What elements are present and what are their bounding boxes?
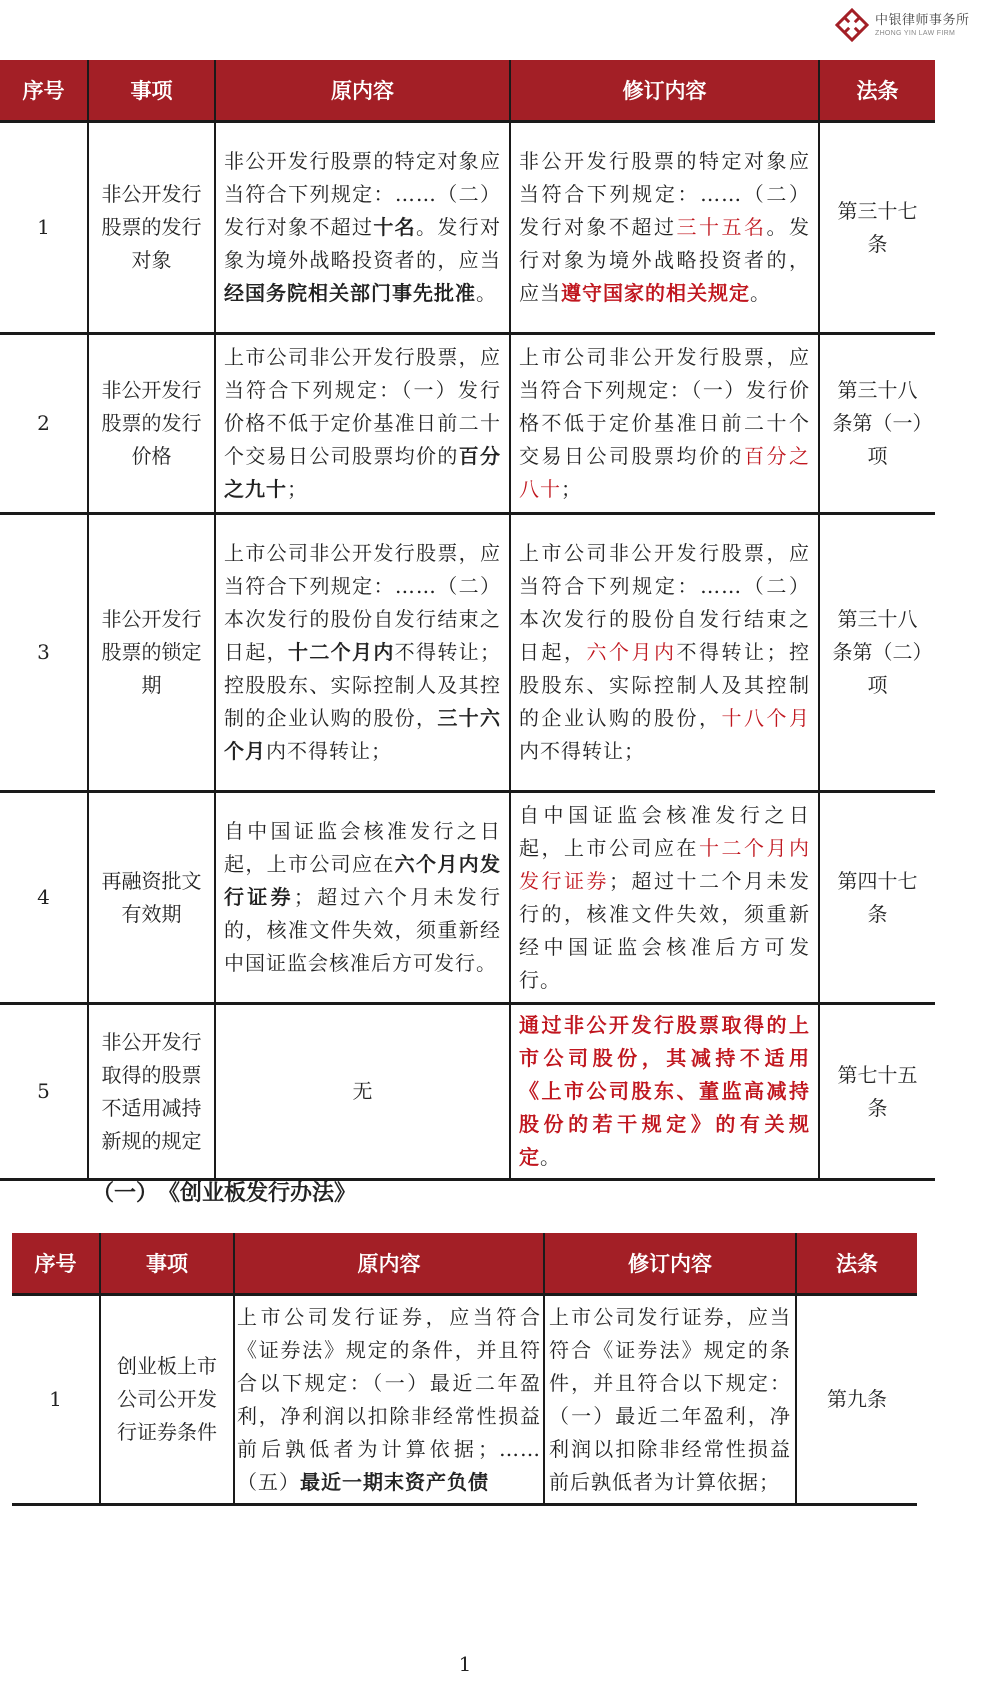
original-content: 非公开发行股票的特定对象应当符合下列规定：……（二）发行对象不超过十名。发行对象为境外战略投资者的，应当经国务院相关部门事先批准。 <box>215 122 510 334</box>
firm-logo <box>835 8 970 42</box>
table-row <box>12 1295 917 1505</box>
revised-content: 上市公司非公开发行股票，应当符合下列规定：……（二）本次发行的股份自发行结束之日起，六个月内不得转让；控股股东、实际控制人及其控制的企业认购的股份，十八个月内不得转让； <box>510 514 819 792</box>
row-article: 第三十八条第（一）项 <box>819 334 935 514</box>
table-row <box>0 1004 935 1180</box>
revision-table-main <box>0 60 935 1181</box>
row-item: 创业板上市公司公开发行证券条件 <box>100 1295 234 1505</box>
revised-content: 非公开发行股票的特定对象应当符合下列规定：……（二）发行对象不超过三十五名。发行对象为境外战略投资者的，应当遵守国家的相关规定。 <box>510 122 819 334</box>
row-number: 1 <box>0 122 88 334</box>
original-content: 上市公司发行证券，应当符合《证券法》规定的条件，并且符合以下规定：（一）最近二年盈利，净利润以扣除非经常性损益前后孰低者为计算依据；……（五）最近一期末资产负债 <box>234 1295 544 1505</box>
row-number: 3 <box>0 514 88 792</box>
column-header-revised: 修订内容 <box>510 60 819 122</box>
column-header-article: 法条 <box>796 1233 917 1295</box>
row-item: 非公开发行股票的发行对象 <box>88 122 215 334</box>
table-row <box>0 122 935 334</box>
row-number: 4 <box>0 792 88 1004</box>
revised-content: 上市公司发行证券，应当符合《证券法》规定的条件，并且符合以下规定：（一）最近二年盈利，净利润以扣除非经常性损益前后孰低者为计算依据； <box>544 1295 796 1505</box>
revised-content: 自中国证监会核准发行之日起，上市公司应在十二个月内发行证券；超过十二个月未发行的，核准文件失效，须重新经中国证监会核准后方可发行。 <box>510 792 819 1004</box>
row-article: 第四十七条 <box>819 792 935 1004</box>
table-row <box>0 334 935 514</box>
column-header-original: 原内容 <box>234 1233 544 1295</box>
original-content: 上市公司非公开发行股票，应当符合下列规定：（一）发行价格不低于定价基准日前二十个交易日公司股票均价的百分之九十； <box>215 334 510 514</box>
column-header-number: 序号 <box>0 60 88 122</box>
row-article: 第三十七条 <box>819 122 935 334</box>
logo-chinese-name: 中银律师事务所 <box>875 12 970 28</box>
revised-content: 上市公司非公开发行股票，应当符合下列规定：（一）发行价格不低于定价基准日前二十个交易日公司股票均价的百分之八十； <box>510 334 819 514</box>
table-header-row <box>0 60 935 122</box>
table-header-row <box>12 1233 917 1295</box>
page-number: 1 <box>458 1652 472 1676</box>
row-number: 5 <box>0 1004 88 1180</box>
row-article: 第三十八条第（二）项 <box>819 514 935 792</box>
revised-content: 通过非公开发行股票取得的上市公司股份，其减持不适用《上市公司股东、董监高减持股份的若干规定》的有关规定。 <box>510 1004 819 1180</box>
table-row <box>0 514 935 792</box>
column-header-original: 原内容 <box>215 60 510 122</box>
row-article: 第九条 <box>796 1295 917 1505</box>
section-heading: （一） 《创业板发行办法》 <box>92 1181 357 1206</box>
column-header-item: 事项 <box>100 1233 234 1295</box>
logo-english-name: ZHONG YIN LAW FIRM <box>875 29 956 37</box>
row-item: 再融资批文有效期 <box>88 792 215 1004</box>
row-item: 非公开发行股票的锁定期 <box>88 514 215 792</box>
original-content: 无 <box>215 1004 510 1180</box>
row-number: 1 <box>12 1295 100 1505</box>
row-number: 2 <box>0 334 88 514</box>
table-row <box>0 792 935 1004</box>
column-header-article: 法条 <box>819 60 935 122</box>
column-header-number: 序号 <box>12 1233 100 1295</box>
column-header-revised: 修订内容 <box>544 1233 796 1295</box>
row-item: 非公开发行取得的股票不适用减持新规的规定 <box>88 1004 215 1180</box>
row-article: 第七十五条 <box>819 1004 935 1180</box>
row-item: 非公开发行股票的发行价格 <box>88 334 215 514</box>
column-header-item: 事项 <box>88 60 215 122</box>
diamond-lattice-logo-icon <box>835 8 869 42</box>
revision-table-chinext <box>12 1233 917 1506</box>
original-content: 自中国证监会核准发行之日起，上市公司应在六个月内发行证券；超过六个月未发行的，核准文件失效，须重新经中国证监会核准后方可发行。 <box>215 792 510 1004</box>
original-content: 上市公司非公开发行股票，应当符合下列规定：……（二）本次发行的股份自发行结束之日起，十二个月内不得转让；控股股东、实际控制人及其控制的企业认购的股份，三十六个月内不得转让； <box>215 514 510 792</box>
